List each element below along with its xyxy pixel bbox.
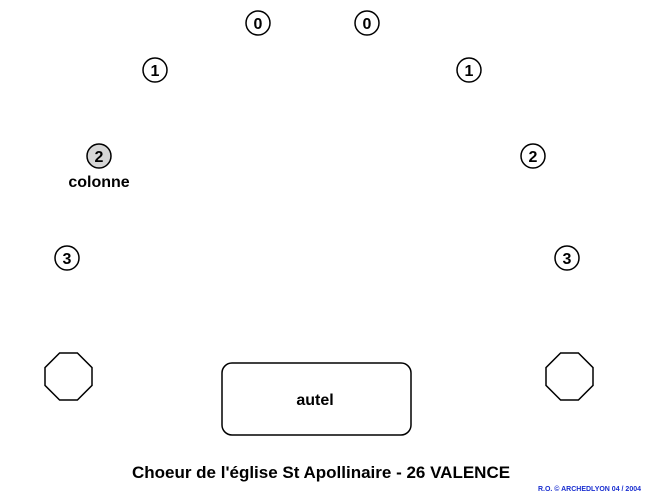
octagon-pillar-right	[546, 353, 593, 400]
altar-label: autel	[296, 392, 334, 409]
column-marker-left-0	[246, 11, 270, 35]
column-number: 3	[562, 251, 572, 268]
column-marker-right-1	[457, 58, 481, 82]
column-marker-right-3	[555, 246, 579, 270]
octagon-pillar-left	[45, 353, 92, 400]
column-number: 0	[253, 16, 263, 33]
column-marker-right-2	[521, 144, 545, 168]
plan-title: Choeur de l'église St Apollinaire - 26 VALENCE	[131, 463, 511, 482]
copyright-credit: R.O. © ARCHEDLYON 04 / 2004	[537, 486, 641, 493]
column-marker-left-2	[87, 144, 111, 168]
column-number: 2	[94, 149, 104, 166]
column-number: 1	[464, 63, 474, 80]
column-number: 3	[62, 251, 72, 268]
column-marker-left-3	[55, 246, 79, 270]
column-number: 1	[150, 63, 160, 80]
column-marker-right-0	[355, 11, 379, 35]
column-number: 0	[362, 16, 372, 33]
column-label: colonne	[68, 174, 130, 191]
column-number: 2	[528, 149, 538, 166]
column-marker-left-1	[143, 58, 167, 82]
